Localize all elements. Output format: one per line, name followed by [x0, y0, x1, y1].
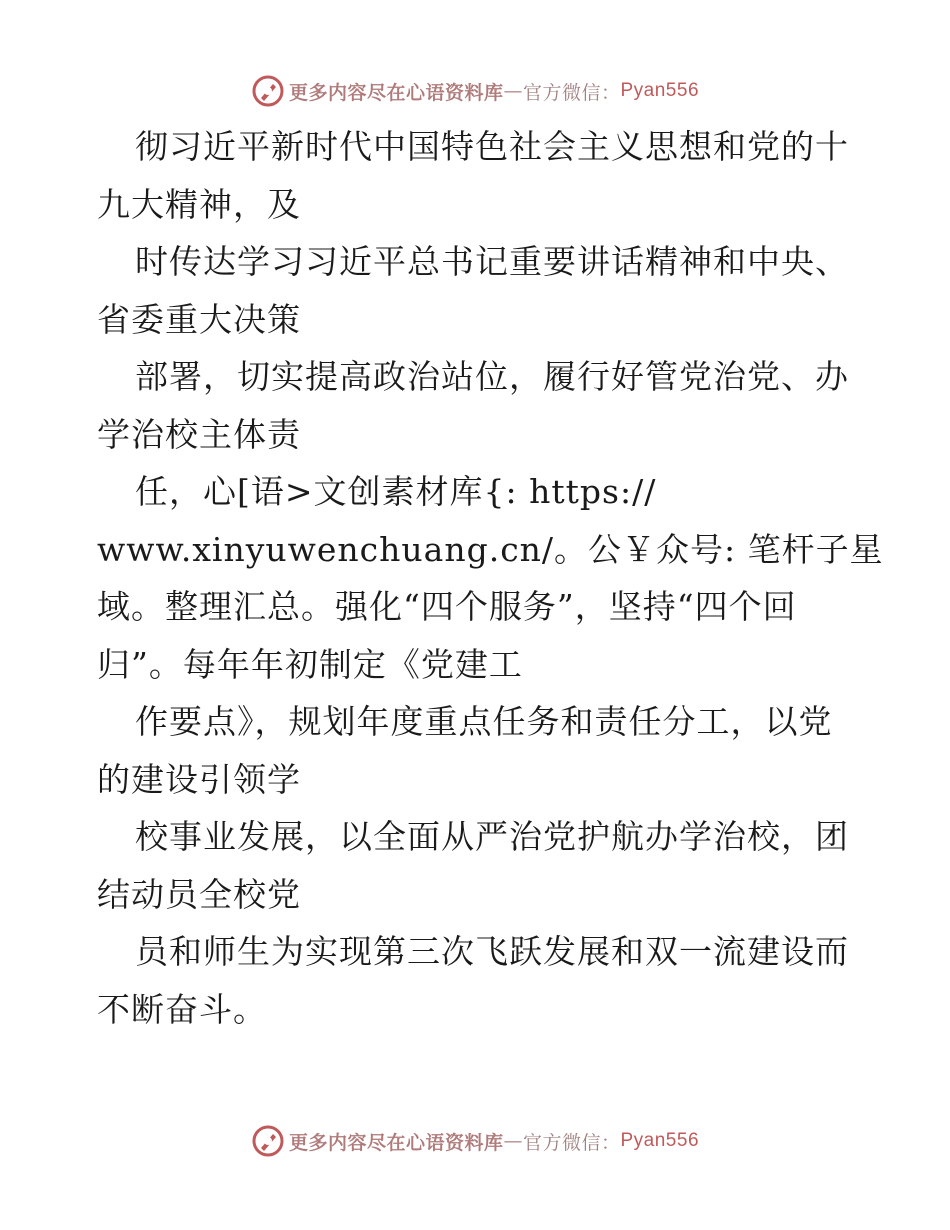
banner-wechat-account: Pyan556: [620, 1130, 700, 1151]
body-line: 校事业发展，以全面从严治党护航办学治校，团: [135, 817, 849, 856]
banner-main-text: 更多内容尽在心语资料库: [288, 1131, 504, 1154]
body-line: 彻习近平新时代中国特色社会主义思想和党的十: [135, 127, 849, 166]
banner-dash: —: [503, 80, 523, 102]
body-line: 的建设引领学: [97, 759, 301, 799]
banner-wechat-account: Pyan556: [620, 80, 700, 101]
pen-logo-icon: [251, 74, 285, 108]
pen-logo-icon: [251, 1124, 285, 1158]
body-line: 时传达学习习近平总书记重要讲话精神和中央、: [135, 242, 849, 281]
document-body: [97, 118, 884, 1038]
body-line: 结动员全校党: [97, 874, 301, 914]
body-line: 归”。每年年初制定《党建工: [97, 644, 523, 684]
banner-main-text: 更多内容尽在心语资料库: [288, 81, 504, 104]
footer-watermark-banner: [0, 1121, 950, 1161]
body-line: 不断奋斗。: [97, 989, 267, 1029]
body-line: 学治校主体责: [97, 414, 301, 454]
body-line: 任，心[语>文创素材库{: https://: [135, 472, 657, 511]
body-line: 作要点》，规划年度重点任务和责任分工，以党: [135, 702, 833, 741]
body-line: 员和师生为实现第三次飞跃发展和双一流建设而: [135, 932, 849, 971]
body-line: 域。整理汇总。强化“四个服务”，坚持“四个回: [97, 587, 797, 626]
banner-dash: —: [503, 1130, 523, 1152]
body-line: 省委重大决策: [97, 299, 301, 339]
body-line: 九大精神，及: [97, 184, 301, 224]
banner-wechat-label: 官方微信：: [522, 81, 621, 104]
body-line: 部署，切实提高政治站位，履行好管党治党、办: [135, 357, 849, 396]
body-line: www.xinyuwenchuang.cn/。公￥众号: 笔杆子星: [97, 529, 884, 569]
banner-wechat-label: 官方微信：: [522, 1131, 621, 1154]
header-watermark-banner: [0, 71, 950, 111]
